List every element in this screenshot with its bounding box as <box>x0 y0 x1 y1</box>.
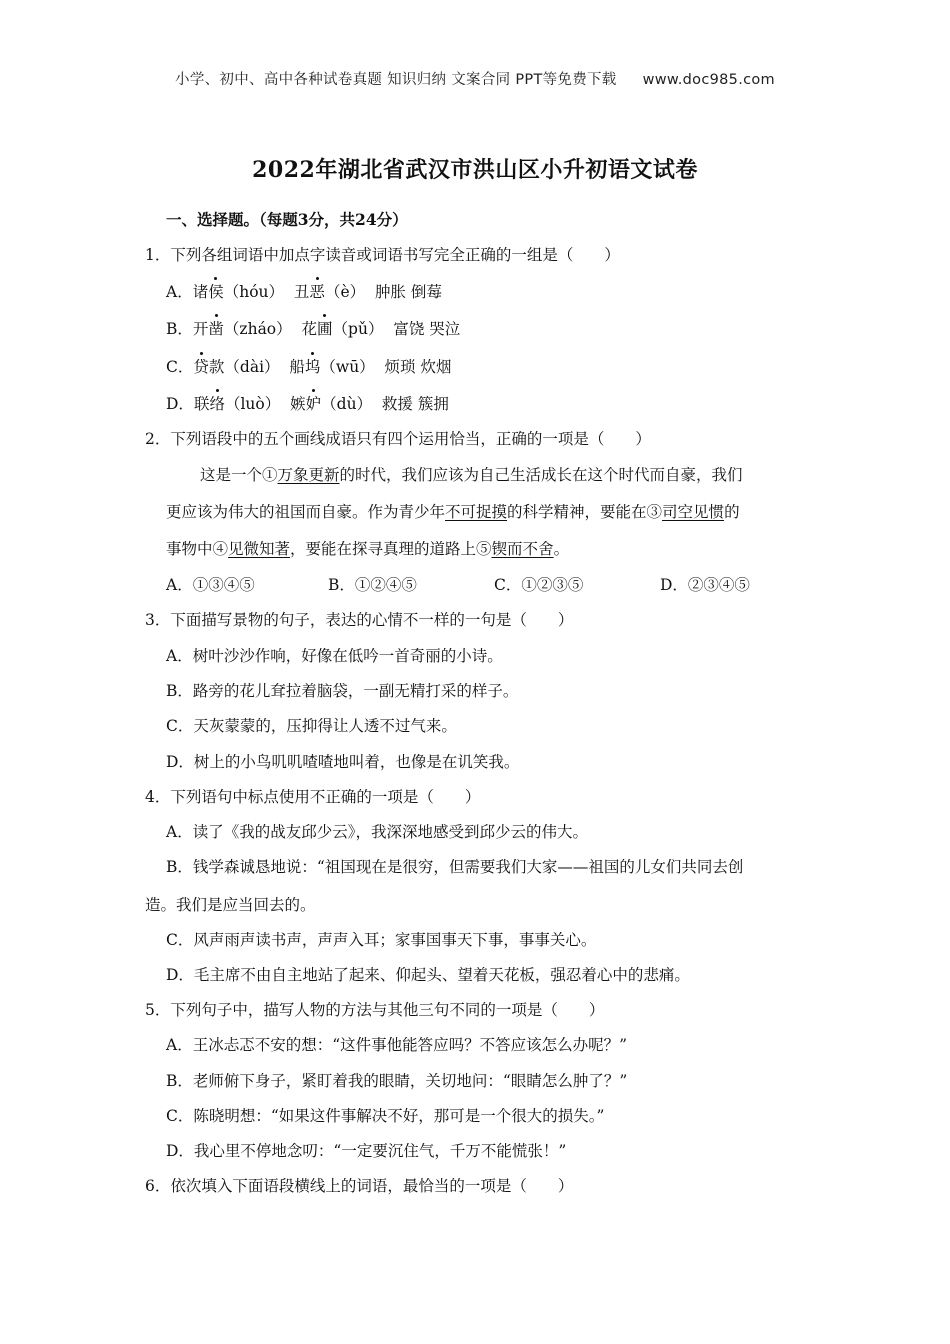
question-4-option-d: D．毛主席不由自主地站了起来、仰起头、望着天花板，强忍着心中的悲痛。 <box>166 966 690 984</box>
question-2-passage-line-3: 事物中④见微知著，要能在探寻真理的道路上⑤锲而不舍。 <box>166 540 570 558</box>
header-site: www.doc985.com <box>642 72 775 88</box>
question-2-passage-line-1: 这是一个①万象更新的时代，我们应该为自己生活成长在这个时代而自豪，我们 <box>200 466 743 484</box>
choice-b: B．①②④⑤ <box>328 576 417 594</box>
question-2-passage-line-2: 更应该为伟大的祖国而自豪。作为青少年不可捉摸的科学精神，要能在③司空见惯的 <box>166 503 740 521</box>
question-4-option-c: C．风声雨声读书声，声声入耳；家事国事天下事，事事关心。 <box>166 931 597 949</box>
dotted-char: 贷 <box>193 358 209 376</box>
question-5-stem: 5．下列句子中，描写人物的方法与其他三句不同的一项是（ ） <box>145 1001 605 1019</box>
question-2-stem: 2．下列语段中的五个画线成语只有四个运用恰当，正确的一项是（ ） <box>145 430 651 448</box>
header-text: 小学、初中、高中各种试卷真题 知识归纳 文案合同 PPT等免费下载 <box>175 72 617 88</box>
question-1-option-d: D．联络（luò） 嫉妒（dù） 救援 簇拥 <box>166 395 449 413</box>
dotted-char: 侯 <box>208 283 224 301</box>
underlined-idiom: 万象更新 <box>277 466 340 484</box>
question-1-option-a: A．诸侯（hóu） 丑恶（è） 肿胀 倒莓 <box>166 283 442 301</box>
question-4-option-b-continued: 造。我们是应当回去的。 <box>145 896 316 914</box>
question-5-option-a: A．王冰忐忑不安的想：“这件事他能答应吗？不答应该怎么办呢？” <box>166 1036 628 1054</box>
page-title: 2022年湖北省武汉市洪山区小升初语文试卷 <box>252 157 698 183</box>
question-5-option-c: C．陈晓明想：“如果这件事解决不好，那可是一个很大的损失。” <box>166 1107 605 1125</box>
question-4-option-a: A．读了《我的战友邱少云》，我深深地感受到邱少云的伟大。 <box>166 823 588 841</box>
dotted-char: 坞 <box>304 358 321 376</box>
underlined-idiom: 不可捉摸 <box>445 503 508 521</box>
dotted-char: 圃 <box>317 320 333 338</box>
question-5-option-b: B．老师俯下身子，紧盯着我的眼睛，关切地问：“眼睛怎么肿了？” <box>166 1072 628 1090</box>
question-3-stem: 3．下面描写景物的句子，表达的心情不一样的一句是（ ） <box>145 611 574 629</box>
underlined-idiom: 见微知著 <box>228 540 291 558</box>
choice-d: D．②③④⑤ <box>660 576 750 594</box>
question-3-option-c: C．天灰蒙蒙的，压抑得让人透不过气来。 <box>166 717 457 735</box>
question-4-stem: 4．下列语句中标点使用不正确的一项是（ ） <box>145 788 481 806</box>
question-2-choices <box>166 575 750 595</box>
question-6-stem: 6．依次填入下面语段横线上的词语，最恰当的一项是（ ） <box>145 1177 574 1195</box>
question-1-option-b: B．开凿（zháo） 花圃（pǔ） 富饶 哭泣 <box>166 320 461 338</box>
underlined-idiom: 司空见惯 <box>662 503 725 521</box>
question-1-option-c: C．贷款（dài） 船坞（wū） 烦琐 炊烟 <box>166 358 452 376</box>
question-3-option-b: B．路旁的花儿耷拉着脑袋，一副无精打采的样子。 <box>166 682 519 700</box>
page-header <box>0 68 950 89</box>
underlined-idiom: 锲而不舍 <box>491 540 554 558</box>
question-3-option-a: A．树叶沙沙作响，好像在低吟一首奇丽的小诗。 <box>166 647 503 665</box>
dotted-char: 络 <box>209 395 225 413</box>
dotted-char: 妒 <box>305 395 322 413</box>
dotted-char: 凿 <box>208 320 224 338</box>
choice-a: A．①③④⑤ <box>166 576 255 594</box>
question-3-option-d: D．树上的小鸟叽叽喳喳地叫着，也像是在讥笑我。 <box>166 753 520 771</box>
question-5-option-d: D．我心里不停地念叨：“一定要沉住气，千万不能慌张！” <box>166 1142 567 1160</box>
dotted-char: 恶 <box>309 283 325 301</box>
question-1-stem: 1．下列各组词语中加点字读音或词语书写完全正确的一组是（ ） <box>145 246 620 264</box>
question-4-option-b: B．钱学森诚恳地说：“祖国现在是很穷，但需要我们大家——祖国的儿女们共同去创 <box>166 858 744 876</box>
choice-c: C．①②③⑤ <box>494 576 584 594</box>
section-heading: 一、选择题。（每题3分，共24分） <box>166 210 408 229</box>
